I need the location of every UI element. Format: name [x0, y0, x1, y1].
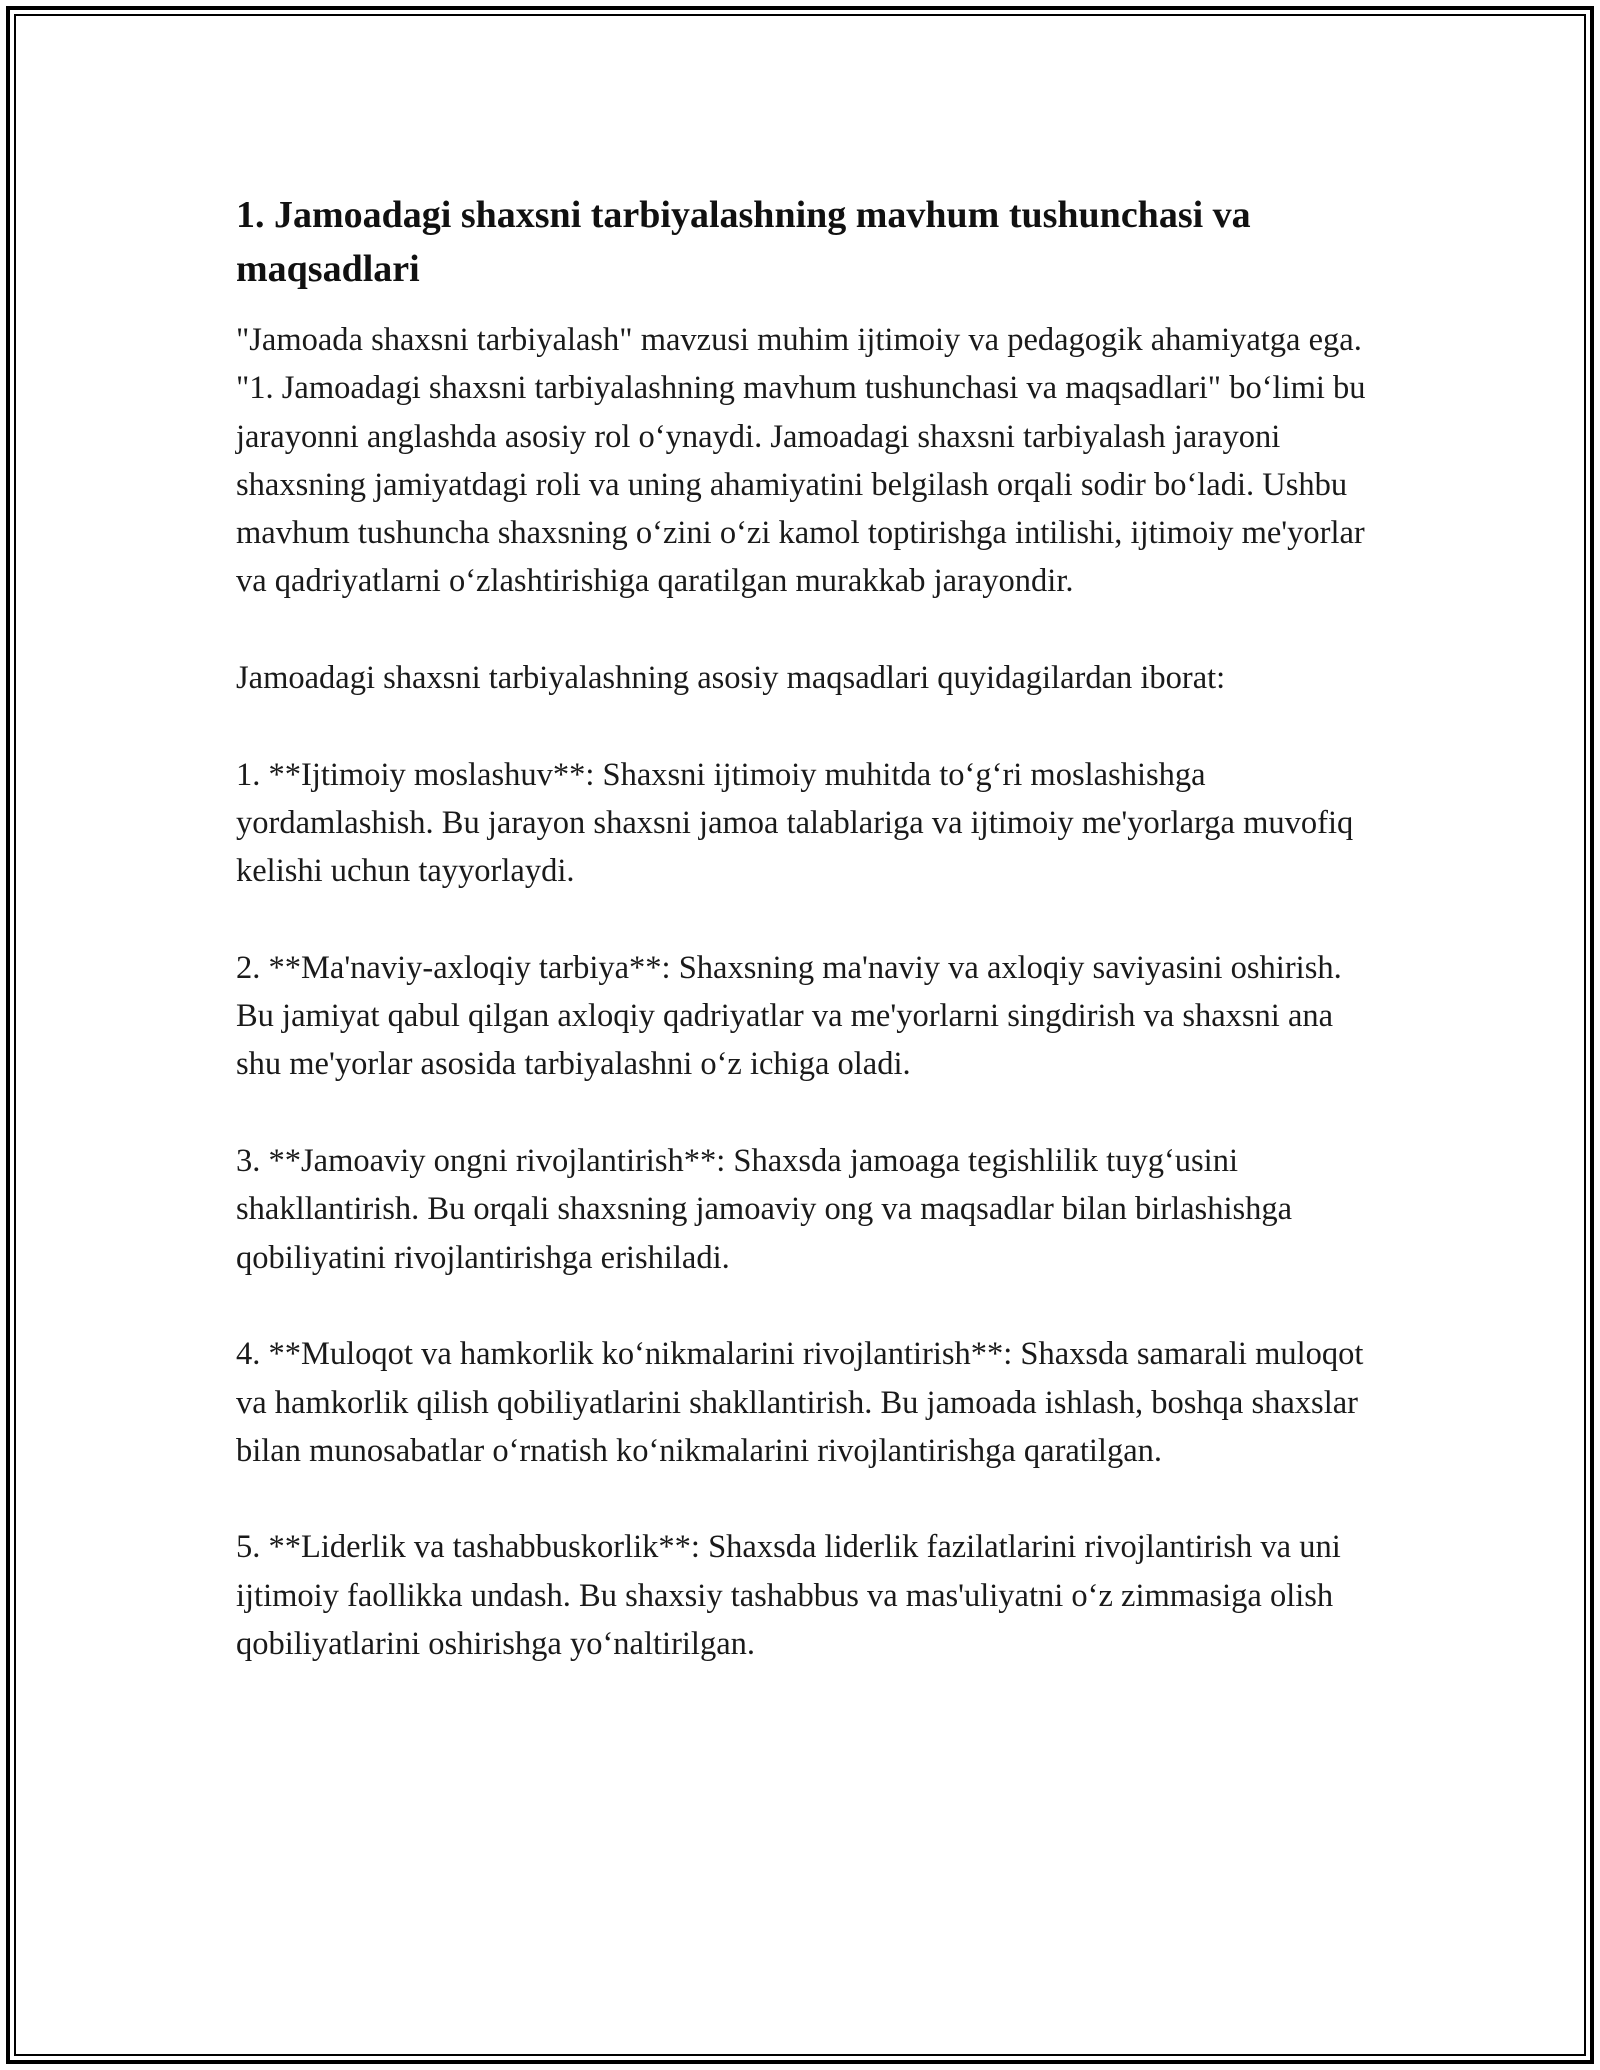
paragraph-spacer — [236, 1089, 1376, 1137]
goal-item-1: 1. **Ijtimoiy moslashuv**: Shaxsni ijtimoiy muhitda toʻgʻri moslashishga yordamlashish. Bu jarayon shaxsni jamoa talablariga va ijtimoiy me'yorlarga muvofiq kelishi uchun tayyorlaydi. — [236, 756, 1354, 890]
document-title: 1. Jamoadagi shaxsni tarbiyalashning mavhum tushunchasi va maqsadlari — [236, 194, 1251, 290]
paragraph-spacer — [236, 606, 1376, 654]
goals-lead-paragraph: Jamoadagi shaxsni tarbiyalashning asosiy maqsadlari quyidagilardan iborat: — [236, 660, 1226, 697]
paragraph-spacer — [236, 896, 1376, 944]
goal-item-5: 5. **Liderlik va tashabbuskorlik**: Shaxsda liderlik fazilatlarini rivojlantirish va uni ijtimoiy faollikka undash. Bu shaxsiy tashabbus va mas'uliyatni oʻz zimmasiga olish qobiliyatlarini oshirishga yoʻnaltirilgan. — [236, 1529, 1341, 1663]
goal-item-4: 4. **Muloqot va hamkorlik koʻnikmalarini rivojlantirish**: Shaxsda samarali muloqot va hamkorlik qilish qobiliyatlarini shakllantirish. Bu jamoada ishlash, boshqa shaxslar bilan munosabatlar oʻrnatish koʻnikmalarini rivojlantirishga qaratilgan. — [236, 1336, 1364, 1469]
document-body — [236, 188, 1376, 1668]
paragraph-spacer — [236, 1282, 1376, 1330]
paragraph-spacer — [236, 1475, 1376, 1523]
goal-item-3: 3. **Jamoaviy ongni rivojlantirish**: Shaxsda jamoaga tegishlilik tuygʻusini shakllantirish. Bu orqali shaxsning jamoaviy ong va maqsadlar bilan birlashishga qobiliyatini rivojlantirishga erishiladi. — [236, 1143, 1293, 1276]
goal-item-2: 2. **Ma'naviy-axloqiy tarbiya**: Shaxsning ma'naviy va axloqiy saviyasini oshirish. Bu jamiyat qabul qilgan axloqiy qadriyatlar va me'yorlarni singdirish va shaxsni ana shu me'yorlar asosida tarbiyalashni oʻz ichiga oladi. — [236, 949, 1342, 1083]
paragraph-spacer — [236, 702, 1376, 750]
intro-paragraph: "Jamoada shaxsni tarbiyalash" mavzusi muhim ijtimoiy va pedagogik ahamiyatga ega. "1. Jamoadagi shaxsni tarbiyalashning mavhum tushunchasi va maqsadlari" boʻlimi bu jarayonni anglashda asosiy rol oʻynaydi. Jamoadagi shaxsni tarbiyalash jarayoni shaxsning jamiyatdagi roli va uning ahamiyatini belgilash orqali sodir boʻladi. Ushbu mavhum tushuncha shaxsning oʻzini oʻzi kamol toptirishga intilishi, ijtimoiy me'yorlar va qadriyatlarni oʻzlashtirishiga qaratilgan murakkab jarayondir. — [236, 322, 1366, 600]
